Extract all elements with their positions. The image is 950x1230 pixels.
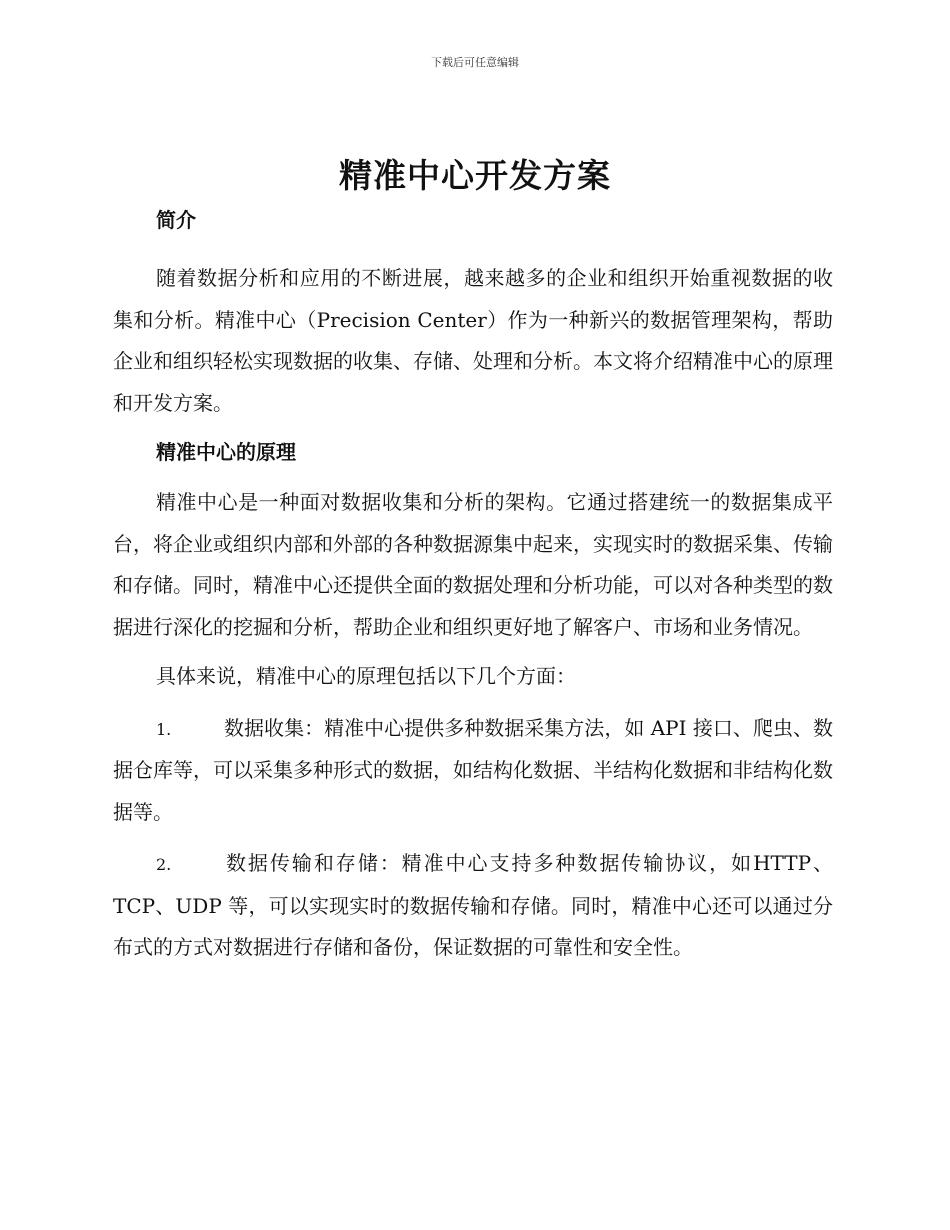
intro-paragraph: 随着数据分析和应用的不断进展，越来越多的企业和组织开始重视数据的收集和分析。精准中心（Precision Center）作为一种新兴的数据管理架构，帮助企业和组织轻松实现数据的收集、存储、处理和分析。本文将介绍精准中心的原理和开发方案。 [113, 266, 833, 415]
list-item-text: 数据传输和存储：精准中心支持多种数据传输协议，如HTTP、TCP、UDP 等，可以实现实时的数据传输和存储。同时，精准中心还可以通过分布式的方式对数据进行存储和备份，保证数据的可靠性和安全性。 [113, 851, 833, 959]
document-title: 精准中心开发方案 [339, 156, 611, 195]
list-item-data-transfer-storage [113, 843, 833, 969]
list-item-data-collection [113, 708, 833, 834]
section-heading-intro: 简介 [156, 208, 196, 232]
section-heading-principle: 精准中心的原理 [156, 440, 296, 464]
header-note: 下载后可任意编辑 [431, 56, 519, 69]
principle-paragraph: 精准中心是一种面对数据收集和分析的架构。它通过搭建统一的数据集成平台，将企业或组织内部和外部的各种数据源集中起来，实现实时的数据采集、传输和存储。同时，精准中心还提供全面的数据处理和分析功能，可以对各种类型的数据进行深化的挖掘和分析，帮助企业和组织更好地了解客户、市场和业务情况。 [113, 490, 833, 639]
list-item-text: 数据收集：精准中心提供多种数据采集方法，如 API 接口、爬虫、数据仓库等，可以采集多种形式的数据，如结构化数据、半结构化数据和非结构化数据等。 [113, 715, 833, 824]
list-item-number: 2. [156, 855, 172, 874]
list-item-number: 1. [156, 719, 172, 739]
document-body [113, 204, 833, 969]
principle-aspects-intro: 具体来说，精准中心的原理包括以下几个方面： [156, 664, 576, 688]
